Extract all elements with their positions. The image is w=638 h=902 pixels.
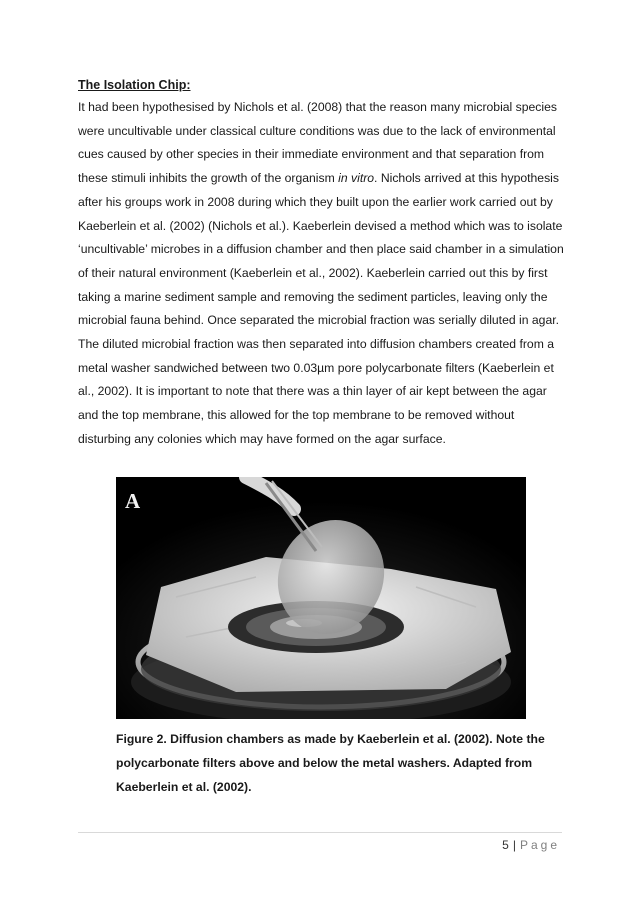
italic-term: in vitro	[338, 171, 375, 186]
diffusion-chamber-photo	[116, 477, 526, 719]
photo-illustration	[116, 477, 526, 719]
figure-panel-label: A	[125, 489, 141, 513]
paragraph-line: metal washer sandwiched between two 0.03µm pore polycarbonate filters (Kaeberlein et	[78, 360, 554, 375]
paragraph-line: taking a marine sediment sample and removing the sediment particles, leaving only the	[78, 289, 548, 304]
paragraph-line: after his groups work in 2008 during which they built upon the earlier work carried out by	[78, 194, 553, 209]
paragraph-line: of their natural environment (Kaeberlein et al., 2002). Kaeberlein carried out this by first	[78, 265, 548, 280]
paragraph-line: and the top membrane, this allowed for the top membrane to be removed without	[78, 408, 515, 423]
paragraph-line: disturbing any colonies which may have formed on the agar surface.	[78, 431, 446, 446]
figure-caption	[116, 727, 545, 799]
paragraph-line: It had been hypothesised by Nichols et al. (2008) that the reason many microbial species	[78, 100, 557, 114]
paragraph-line: cues caused by other species in their immediate environment and that separation from	[78, 147, 545, 162]
caption-line: polycarbonate filters above and below the metal washers. Adapted from	[116, 756, 533, 770]
paragraph-line: The diluted microbial fraction was then separated into diffusion chambers created from a	[78, 337, 555, 352]
paragraph-line: al., 2002). It is important to note that there was a thin layer of air kept between the agar	[78, 384, 547, 399]
body-paragraph	[78, 96, 563, 452]
page-number: 5	[502, 838, 509, 852]
caption-line: Kaeberlein et al. (2002).	[116, 780, 252, 794]
paragraph-line: microbial fauna behind. Once separated the microbial fraction was serially diluted in agar.	[78, 313, 559, 328]
paragraph-line: Kaeberlein et al. (2002) (Nichols et al.). Kaeberlein devised a method which was to isolate	[78, 218, 563, 233]
page-footer	[502, 838, 560, 852]
footer-divider	[78, 832, 562, 833]
caption-line: Figure 2. Diffusion chambers as made by Kaeberlein et al. (2002). Note the	[116, 732, 545, 746]
page-word: Page	[519, 838, 560, 852]
footer-separator: |	[512, 838, 516, 852]
paragraph-line: these stimuli inhibits the growth of the organism in vitro. Nichols arrived at this hypothesis	[78, 171, 559, 186]
section-heading: The Isolation Chip:	[78, 78, 191, 92]
paragraph-line: were uncultivable under classical culture conditions was due to the lack of environmental	[78, 123, 556, 138]
paragraph-line: ‘uncultivable’ microbes in a diffusion chamber and then place said chamber in a simulation	[78, 242, 564, 257]
